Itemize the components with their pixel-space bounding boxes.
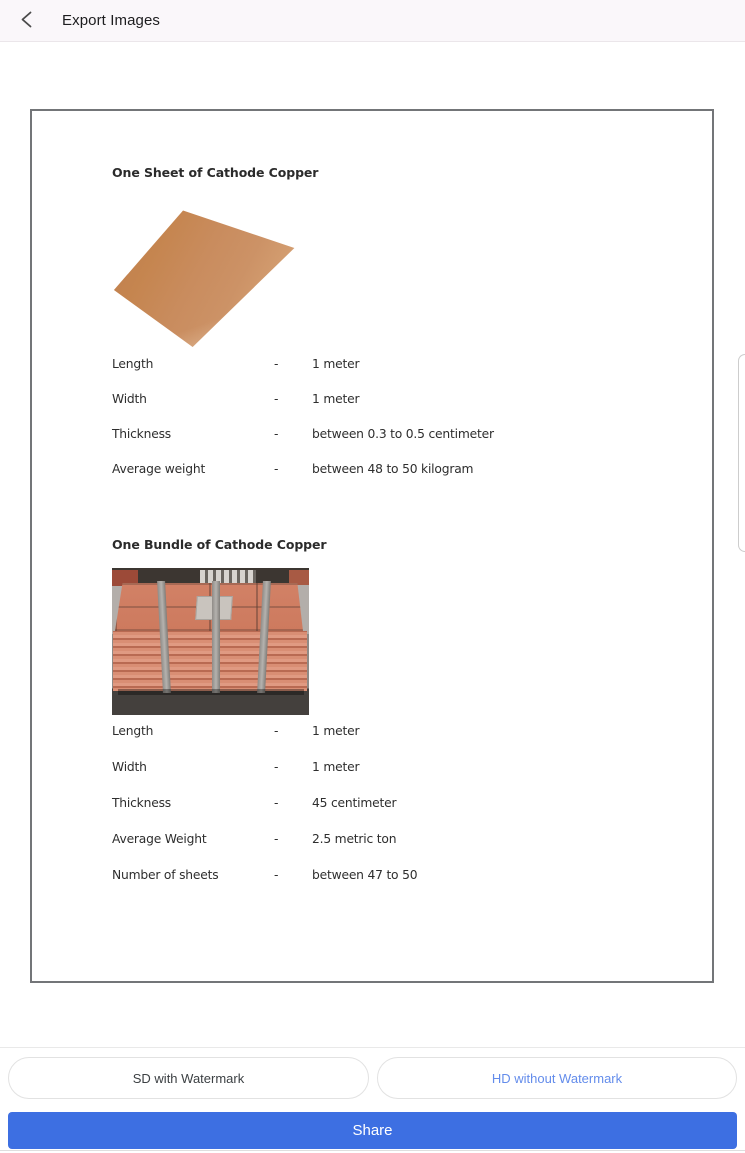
spec-separator: - xyxy=(274,392,279,406)
bottom-divider xyxy=(0,1150,745,1151)
spec-separator: - xyxy=(274,724,279,738)
spec-separator: - xyxy=(274,832,279,846)
spec-separator: - xyxy=(274,357,279,371)
spec-row xyxy=(112,760,592,796)
spec-value: 1 meter xyxy=(312,392,360,406)
document-page xyxy=(30,109,714,983)
spec-label: Width xyxy=(112,760,147,774)
spec-value: 1 meter xyxy=(312,760,360,774)
page-title: Export Images xyxy=(62,12,161,29)
spec-row xyxy=(112,427,592,462)
spec-value: between 47 to 50 xyxy=(312,868,418,882)
spec-value: 45 centimeter xyxy=(312,796,397,810)
spec-label: Width xyxy=(112,392,147,406)
copper-sheet-image xyxy=(112,203,304,353)
spec-value: between 0.3 to 0.5 centimeter xyxy=(312,427,494,441)
footer-divider xyxy=(0,1047,745,1048)
sd-with-watermark-button[interactable]: SD with Watermark xyxy=(8,1057,369,1099)
app-bar xyxy=(0,0,745,42)
spec-row xyxy=(112,796,592,832)
bundle-strap xyxy=(212,581,220,693)
spec-row xyxy=(112,462,592,497)
section-heading-bundle: One Bundle of Cathode Copper xyxy=(112,537,327,552)
spec-label: Thickness xyxy=(112,796,171,810)
spec-value: 2.5 metric ton xyxy=(312,832,397,846)
background-bundle-right xyxy=(289,570,309,585)
bundle-shadow xyxy=(118,689,304,695)
spec-separator: - xyxy=(274,868,279,882)
spec-label: Length xyxy=(112,724,154,738)
share-button[interactable]: Share xyxy=(8,1112,737,1149)
spec-value: between 48 to 50 kilogram xyxy=(312,462,474,476)
copper-bundle-image xyxy=(112,568,309,715)
spec-separator: - xyxy=(274,760,279,774)
sheet-spec-table xyxy=(112,357,592,497)
chevron-left-icon xyxy=(20,11,33,31)
spec-label: Average weight xyxy=(112,462,206,476)
copper-sheet-highlight xyxy=(112,203,304,353)
spec-row xyxy=(112,868,592,904)
spec-label: Length xyxy=(112,357,154,371)
section-heading-sheet: One Sheet of Cathode Copper xyxy=(112,165,319,180)
bundle-spec-table xyxy=(112,724,592,904)
spec-row xyxy=(112,724,592,760)
scroll-handle[interactable] xyxy=(738,354,745,552)
spec-row xyxy=(112,392,592,427)
spec-label: Number of sheets xyxy=(112,868,219,882)
spec-row xyxy=(112,357,592,392)
hd-without-watermark-button[interactable]: HD without Watermark xyxy=(377,1057,737,1099)
spec-row xyxy=(112,832,592,868)
spec-separator: - xyxy=(274,796,279,810)
spec-separator: - xyxy=(274,462,279,476)
spec-value: 1 meter xyxy=(312,357,360,371)
spec-separator: - xyxy=(274,427,279,441)
bundle-front-face xyxy=(113,631,307,691)
background-crate xyxy=(200,570,256,583)
spec-label: Average Weight xyxy=(112,832,207,846)
back-button[interactable] xyxy=(4,0,48,42)
spec-value: 1 meter xyxy=(312,724,360,738)
spec-label: Thickness xyxy=(112,427,171,441)
